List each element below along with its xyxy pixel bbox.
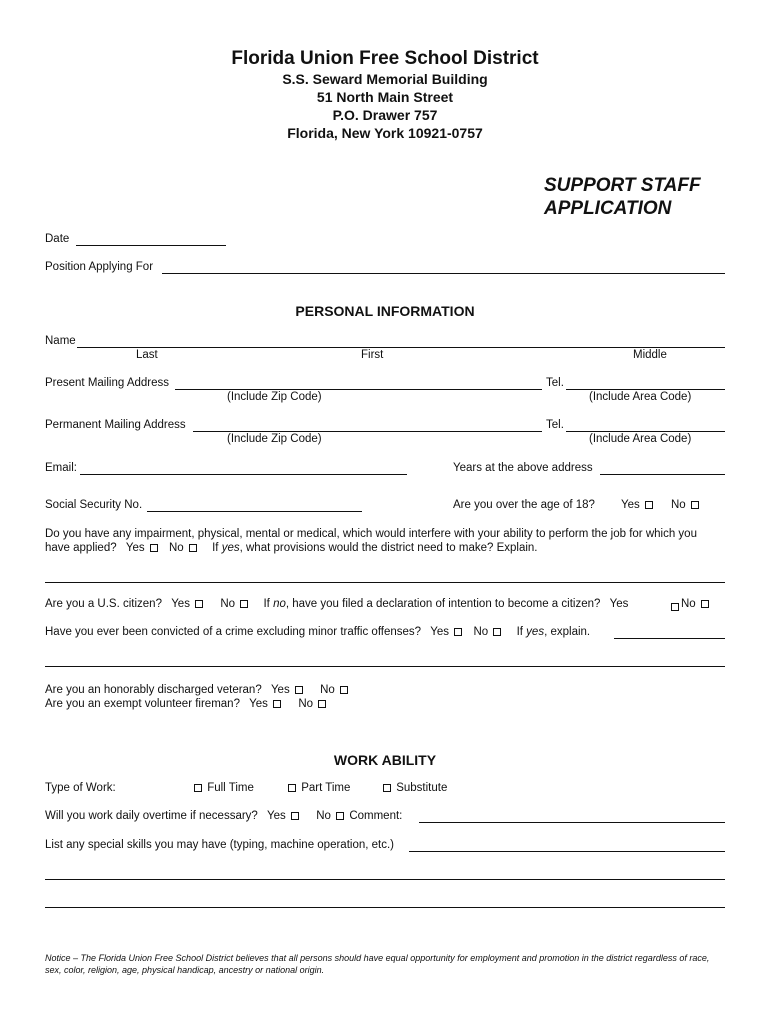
veteran-question: Are you an honorably discharged veteran? — [45, 684, 262, 696]
crime-explain-field[interactable] — [614, 638, 725, 639]
impairment-yes-label: Yes — [125, 542, 145, 554]
skills-field[interactable] — [409, 851, 725, 852]
permanent-tel-label: Tel. — [546, 419, 564, 431]
last-hint: Last — [136, 349, 158, 361]
overtime-comment-label: Comment: — [349, 810, 403, 822]
district-name: Florida Union Free School District — [231, 48, 539, 69]
date-field[interactable] — [76, 245, 226, 246]
citizen-declaration-question: , have you filed a declaration of intention to become a citizen? — [285, 598, 601, 610]
ssn-field[interactable] — [147, 511, 362, 512]
impairment-explain-field[interactable] — [45, 582, 725, 583]
fireman-no-label: No — [298, 698, 314, 710]
full-time-option[interactable] — [192, 782, 254, 794]
crime-row — [45, 626, 590, 638]
name-field[interactable] — [77, 347, 725, 348]
over18-no-checkbox[interactable] — [691, 501, 699, 509]
part-time-checkbox[interactable] — [288, 784, 296, 792]
crime-no-label: No — [473, 626, 489, 638]
position-label: Position Applying For — [45, 261, 154, 273]
fireman-yes-checkbox[interactable] — [273, 700, 281, 708]
crime-explain-yes-word: yes — [526, 626, 545, 638]
skills-question: List any special skills you may have (typing, machine operation, etc.) — [45, 839, 394, 851]
declaration-no-label: No — [681, 598, 696, 610]
permanent-address-field[interactable] — [193, 431, 542, 432]
impairment-no-label: No — [169, 542, 184, 554]
overtime-yes-label: Yes — [267, 810, 286, 822]
substitute-option[interactable] — [381, 782, 447, 794]
crime-explain-if: If — [516, 626, 523, 638]
permanent-address-label: Permanent Mailing Address — [45, 419, 186, 431]
years-field[interactable] — [600, 474, 725, 475]
crime-no-checkbox[interactable] — [493, 628, 501, 636]
present-area-hint: (Include Area Code) — [589, 391, 692, 403]
overtime-comment-field[interactable] — [419, 822, 725, 823]
po-drawer: P.O. Drawer 757 — [332, 107, 438, 123]
personal-info-heading: PERSONAL INFORMATION — [295, 303, 475, 319]
form-title-line2: APPLICATION — [544, 198, 672, 219]
skills-field-2[interactable] — [45, 879, 725, 880]
fireman-row — [45, 698, 328, 710]
impairment-q-end: , what provisions would the district need to make? Explain. — [239, 542, 538, 554]
building-name: S.S. Seward Memorial Building — [282, 71, 488, 87]
substitute-label: Substitute — [396, 782, 448, 794]
declaration-no[interactable] — [681, 598, 711, 610]
form-title-line1: SUPPORT STAFF — [544, 175, 701, 196]
citizen-no-checkbox[interactable] — [240, 600, 248, 608]
first-hint: First — [361, 349, 384, 361]
overtime-yes-checkbox[interactable] — [291, 812, 299, 820]
over18-no[interactable] — [671, 499, 701, 511]
present-zip-hint: (Include Zip Code) — [227, 391, 322, 403]
part-time-option[interactable] — [286, 782, 350, 794]
street-address: 51 North Main Street — [316, 89, 454, 105]
date-label: Date — [45, 233, 70, 245]
impairment-no-checkbox[interactable] — [189, 544, 197, 552]
citizen-yes-checkbox[interactable] — [195, 600, 203, 608]
position-field[interactable] — [162, 273, 725, 274]
permanent-area-hint: (Include Area Code) — [589, 433, 692, 445]
crime-yes-label: Yes — [430, 626, 450, 638]
over18-no-label: No — [671, 499, 686, 511]
over18-yes-label: Yes — [621, 499, 640, 511]
citizen-if: If — [263, 598, 270, 610]
skills-field-3[interactable] — [45, 907, 725, 908]
middle-hint: Middle — [633, 349, 667, 361]
over18-question: Are you over the age of 18? — [453, 499, 595, 511]
fireman-yes-label: Yes — [249, 698, 268, 710]
present-address-field[interactable] — [175, 389, 542, 390]
impairment-yes-checkbox[interactable] — [150, 544, 158, 552]
present-tel-label: Tel. — [546, 377, 564, 389]
present-tel-field[interactable] — [566, 389, 725, 390]
crime-explain-label: , explain. — [544, 626, 591, 638]
email-field[interactable] — [80, 474, 407, 475]
citizen-no-word: no — [273, 598, 286, 610]
impairment-question-line2 — [45, 542, 538, 554]
crime-explain-field-2[interactable] — [45, 666, 725, 667]
declaration-yes-label: Yes — [609, 598, 629, 610]
overtime-no-checkbox[interactable] — [336, 812, 344, 820]
email-label: Email: — [45, 462, 77, 474]
crime-yes-checkbox[interactable] — [454, 628, 462, 636]
full-time-checkbox[interactable] — [194, 784, 202, 792]
veteran-yes-label: Yes — [270, 684, 290, 696]
veteran-no-label: No — [320, 684, 335, 696]
type-of-work-label: Type of Work: — [45, 782, 116, 794]
veteran-no-checkbox[interactable] — [340, 686, 348, 694]
impairment-q-start: have applied? — [45, 542, 117, 554]
citizen-yes-label: Yes — [171, 598, 190, 610]
overtime-row — [45, 810, 402, 822]
equal-opportunity-notice: Notice – The Florida Union Free School District believes that all persons should have equal opportunity for employment and promotion in the district regardless of race, sex, color, religion, age, physical handicap, ancestry or national origin. — [45, 953, 710, 975]
impairment-if: If — [212, 542, 219, 554]
veteran-row — [45, 684, 350, 696]
permanent-zip-hint: (Include Zip Code) — [227, 433, 322, 445]
substitute-checkbox[interactable] — [383, 784, 391, 792]
impairment-yes-word: yes — [221, 542, 240, 554]
part-time-label: Part Time — [301, 782, 351, 794]
overtime-question: Will you work daily overtime if necessary? — [45, 810, 258, 822]
ssn-label: Social Security No. — [45, 499, 143, 511]
citizen-row — [45, 598, 628, 610]
over18-yes-checkbox[interactable] — [645, 501, 653, 509]
citizen-question: Are you a U.S. citizen? — [45, 598, 162, 610]
permanent-tel-field[interactable] — [566, 431, 725, 432]
name-label: Name — [45, 335, 76, 347]
citizen-no-label: No — [220, 598, 236, 610]
full-time-label: Full Time — [207, 782, 254, 794]
overtime-no-label: No — [316, 810, 331, 822]
declaration-no-checkbox[interactable] — [701, 600, 709, 608]
over18-yes[interactable] — [621, 499, 655, 511]
fireman-question: Are you an exempt volunteer fireman? — [45, 698, 240, 710]
declaration-yes-checkbox[interactable] — [671, 603, 679, 611]
present-address-label: Present Mailing Address — [45, 377, 170, 389]
veteran-yes-checkbox[interactable] — [295, 686, 303, 694]
crime-question: Have you ever been convicted of a crime excluding minor traffic offenses? — [45, 626, 422, 638]
years-label: Years at the above address — [453, 462, 593, 474]
fireman-no-checkbox[interactable] — [318, 700, 326, 708]
impairment-question-line1: Do you have any impairment, physical, mental or medical, which would interfere with your ability to perform the job for which you — [45, 528, 697, 540]
work-ability-heading: WORK ABILITY — [333, 752, 437, 768]
city-state-zip: Florida, New York 10921-0757 — [287, 125, 483, 141]
